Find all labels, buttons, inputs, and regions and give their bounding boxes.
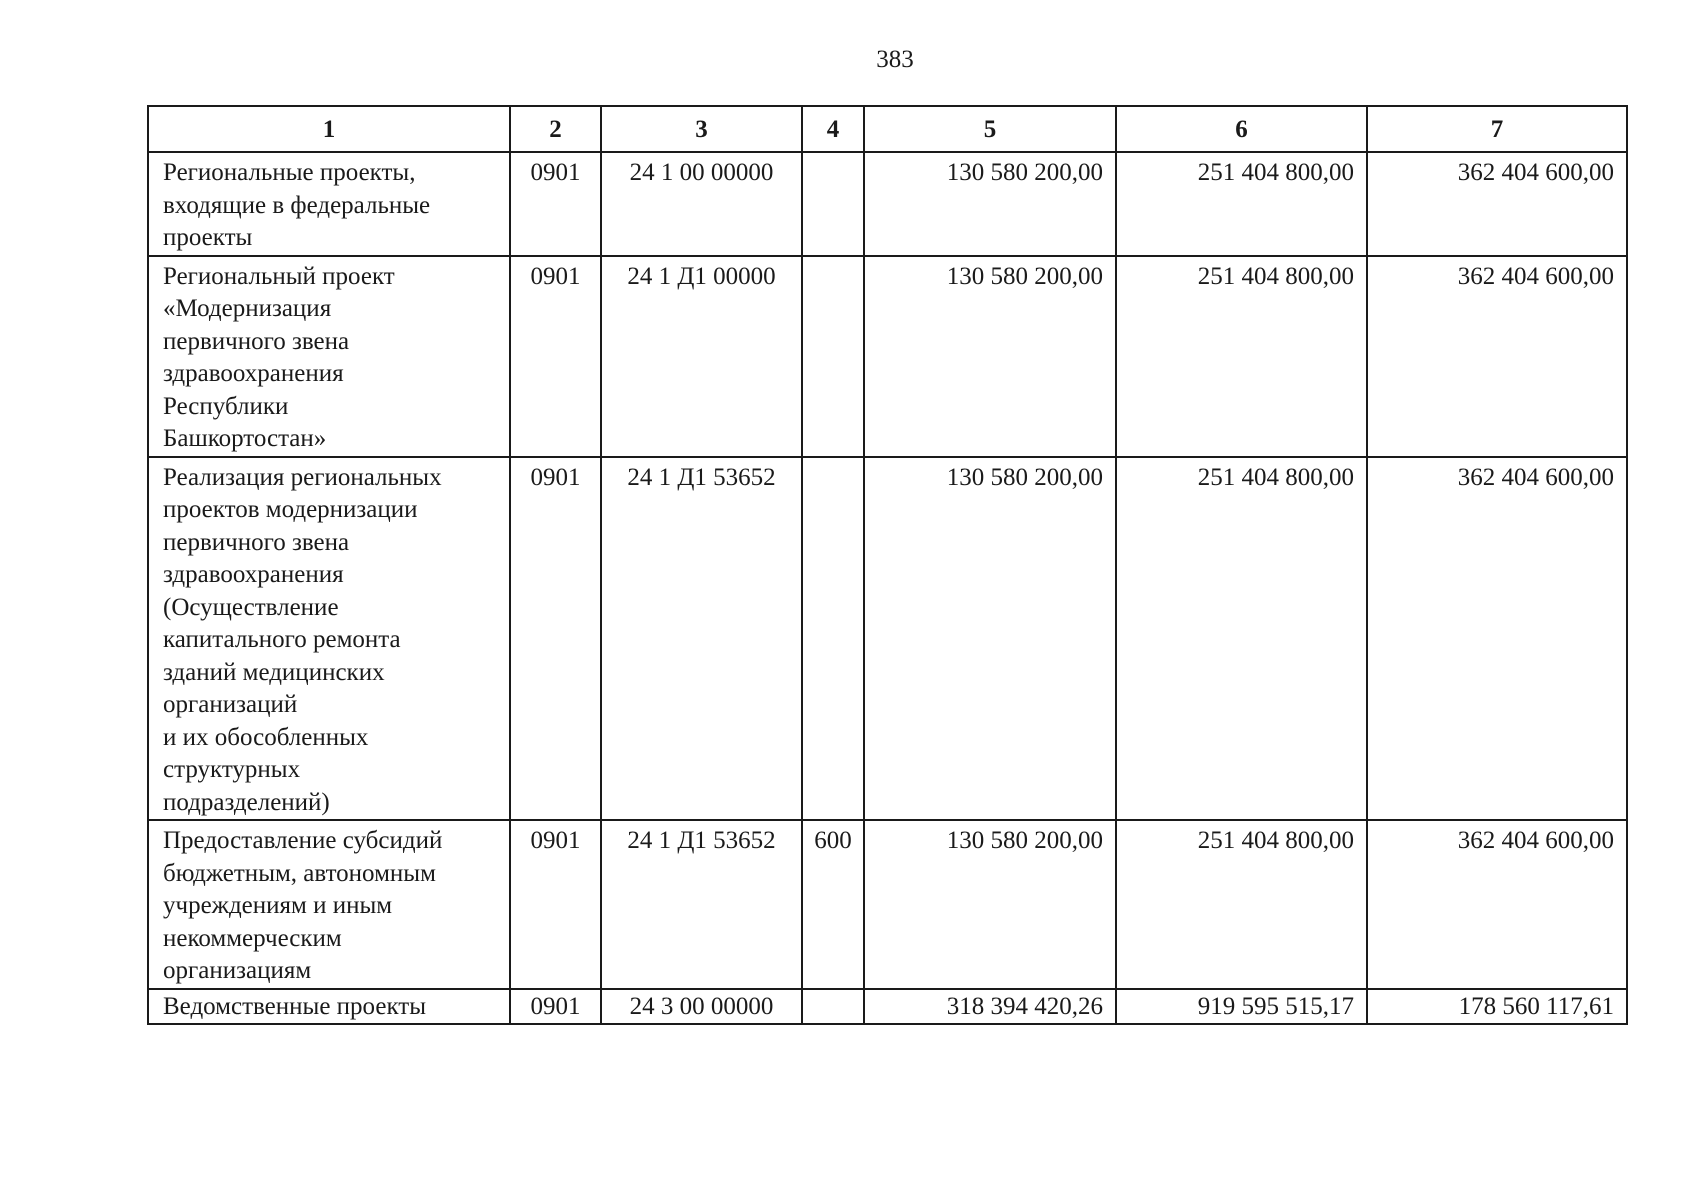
target-article-cell: 24 1 Д1 53652 bbox=[601, 820, 802, 989]
row-name-line: и их обособленных bbox=[163, 723, 369, 751]
row-name-line: подразделений) bbox=[163, 788, 330, 816]
section-code-cell: 0901 bbox=[510, 989, 601, 1025]
target-article-cell: 24 3 00 00000 bbox=[601, 989, 802, 1025]
expense-type-cell bbox=[802, 152, 864, 256]
expense-type-cell: 600 bbox=[802, 820, 864, 989]
row-name-line: входящие в федеральные bbox=[163, 191, 431, 219]
row-name-line: первичного звена bbox=[163, 528, 350, 556]
row-name-line: структурных bbox=[163, 756, 301, 783]
row-name-cell bbox=[148, 989, 510, 1025]
section-code-cell: 0901 bbox=[510, 152, 601, 256]
target-article-cell: 24 1 Д1 00000 bbox=[601, 256, 802, 457]
amount-cell-col6: 251 404 800,00 bbox=[1116, 256, 1367, 457]
row-name-line: Реализация региональных bbox=[163, 463, 442, 491]
table-row bbox=[148, 989, 1627, 1025]
amount-cell-col7: 362 404 600,00 bbox=[1367, 457, 1627, 821]
table-row bbox=[148, 256, 1627, 457]
table-header bbox=[148, 106, 1627, 152]
row-name-line: учреждениям и иным bbox=[163, 892, 393, 919]
expense-type-cell bbox=[802, 989, 864, 1025]
amount-cell-col5: 130 580 200,00 bbox=[864, 256, 1116, 457]
target-article-cell: 24 1 Д1 53652 bbox=[601, 457, 802, 821]
table-row bbox=[148, 152, 1627, 256]
section-code-cell: 0901 bbox=[510, 820, 601, 989]
amount-cell-col5: 130 580 200,00 bbox=[864, 152, 1116, 256]
row-name-cell bbox=[148, 256, 510, 457]
target-article-cell: 24 1 00 00000 bbox=[601, 152, 802, 256]
column-header: 3 bbox=[601, 106, 802, 152]
amount-cell-col5: 130 580 200,00 bbox=[864, 820, 1116, 989]
row-name-line: первичного звена bbox=[163, 327, 350, 355]
row-name-line: организаций bbox=[163, 691, 298, 718]
amount-cell-col5: 318 394 420,26 bbox=[864, 989, 1116, 1025]
column-header: 4 bbox=[802, 106, 864, 152]
row-name-line: проектов модернизации bbox=[163, 496, 418, 523]
amount-cell-col6: 251 404 800,00 bbox=[1116, 457, 1367, 821]
table-body bbox=[148, 152, 1627, 1024]
amount-cell-col7: 178 560 117,61 bbox=[1367, 989, 1627, 1025]
row-name-line: проекты bbox=[163, 224, 253, 251]
amount-cell-col6: 251 404 800,00 bbox=[1116, 152, 1367, 256]
row-name-line: здравоохранения bbox=[163, 360, 344, 387]
page-number: 383 bbox=[876, 46, 914, 73]
row-name-cell bbox=[148, 820, 510, 989]
row-name-line: Республики bbox=[163, 392, 289, 420]
budget-table bbox=[147, 105, 1628, 1025]
header-row bbox=[148, 106, 1627, 152]
row-name-cell bbox=[148, 152, 510, 256]
expense-type-cell bbox=[802, 457, 864, 821]
row-name-line: Башкортостан» bbox=[163, 425, 327, 452]
row-name-line: бюджетным, автономным bbox=[163, 859, 436, 887]
row-name-line: Региональный проект bbox=[163, 262, 395, 290]
section-code-cell: 0901 bbox=[510, 457, 601, 821]
row-name-line: капитального ремонта bbox=[163, 626, 401, 653]
row-name-line: здравоохранения bbox=[163, 561, 344, 588]
section-code-cell: 0901 bbox=[510, 256, 601, 457]
amount-cell-col6: 919 595 515,17 bbox=[1116, 989, 1367, 1025]
row-name-line: Ведомственные проекты bbox=[163, 992, 427, 1020]
row-name-cell bbox=[148, 457, 510, 821]
row-name-line: зданий медицинских bbox=[163, 658, 385, 686]
column-header: 7 bbox=[1367, 106, 1627, 152]
amount-cell-col6: 251 404 800,00 bbox=[1116, 820, 1367, 989]
column-header: 2 bbox=[510, 106, 601, 152]
amount-cell-col7: 362 404 600,00 bbox=[1367, 820, 1627, 989]
expense-type-cell bbox=[802, 256, 864, 457]
column-header: 5 bbox=[864, 106, 1116, 152]
column-header: 6 bbox=[1116, 106, 1367, 152]
amount-cell-col7: 362 404 600,00 bbox=[1367, 256, 1627, 457]
amount-cell-col5: 130 580 200,00 bbox=[864, 457, 1116, 821]
row-name-line: Предоставление субсидий bbox=[163, 827, 443, 854]
amount-cell-col7: 362 404 600,00 bbox=[1367, 152, 1627, 256]
table-row bbox=[148, 457, 1627, 821]
row-name-line: (Осуществление bbox=[163, 593, 339, 621]
row-name-line: некоммерческим bbox=[163, 924, 342, 952]
table-row bbox=[148, 820, 1627, 989]
row-name-line: Региональные проекты, bbox=[163, 159, 416, 186]
row-name-line: «Модернизация bbox=[163, 295, 332, 322]
column-header: 1 bbox=[148, 106, 510, 152]
row-name-line: организациям bbox=[163, 957, 312, 984]
